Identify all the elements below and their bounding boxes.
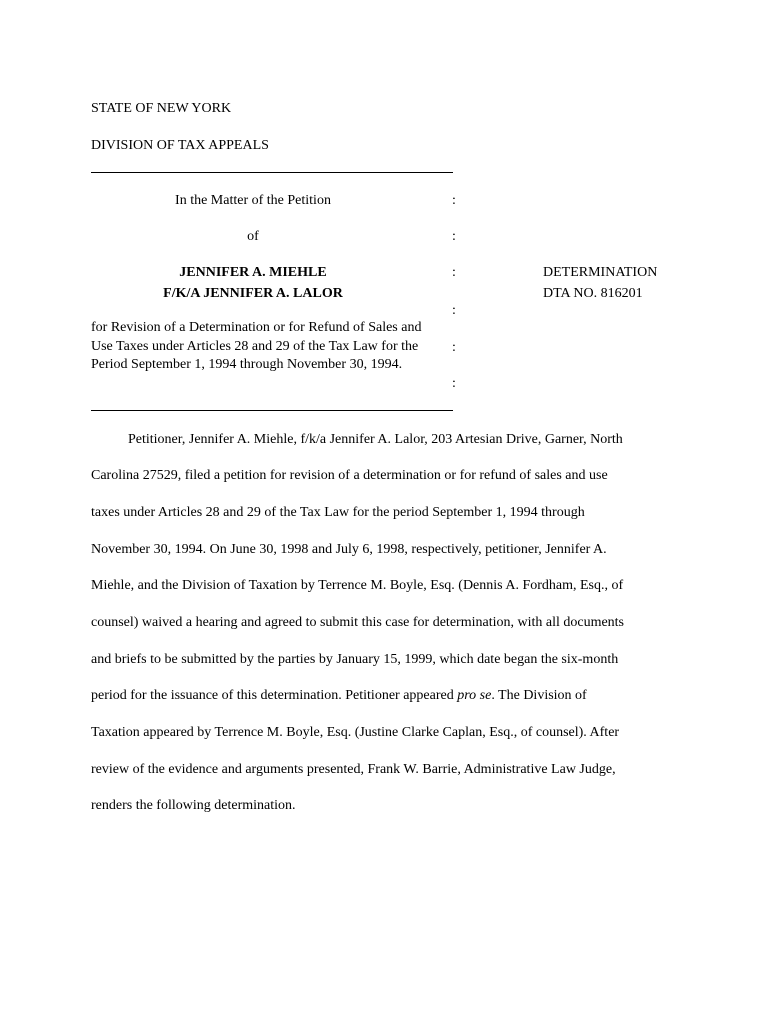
body-line: Petitioner, Jennifer A. Miehle, f/k/a Jennifer A. Lalor, 203 Artesian Drive, Garner, North (128, 432, 623, 447)
body-line: renders the following determination. (91, 798, 296, 813)
caption-colon: : (452, 303, 456, 318)
pro-se-italic: pro se (457, 688, 492, 703)
caption-of: of (247, 229, 259, 244)
body-line: review of the evidence and arguments presented, Frank W. Barrie, Administrative Law Judge, (91, 762, 616, 777)
caption-colon: : (452, 229, 456, 244)
state-heading: STATE OF NEW YORK (91, 101, 232, 116)
caption-colon: : (452, 193, 456, 208)
caption-matter: In the Matter of the Petition (175, 193, 331, 208)
petitioner-name: JENNIFER A. MIEHLE (179, 265, 327, 280)
body-line: counsel) waived a hearing and agreed to submit this case for determination, with all documents (91, 615, 625, 630)
caption-subject: for Revision of a Determination or for Refund of Sales and Use Taxes under Articles 28 and 29 of the Tax Law for the Period September 1, 1994 through November 30, 1994. (91, 320, 422, 372)
body-line: and briefs to be submitted by the parties by January 15, 1999, which date began the six-month (91, 652, 619, 667)
division-heading: DIVISION OF TAX APPEALS (91, 138, 269, 153)
caption-colon: : (452, 340, 456, 355)
body-text: period for the issuance of this determination. Petitioner appeared (91, 688, 458, 703)
dta-number: DTA NO. 816201 (543, 286, 643, 301)
petitioner-aka: F/K/A JENNIFER A. LALOR (163, 286, 343, 301)
caption-colon: : (452, 376, 456, 391)
determination-title: DETERMINATION (543, 265, 658, 280)
body-line: taxes under Articles 28 and 29 of the Tax Law for the period September 1, 1994 through (91, 505, 585, 520)
body-line: November 30, 1994. On June 30, 1998 and July 6, 1998, respectively, petitioner, Jennifer A. (91, 542, 607, 557)
caption-top-rule (91, 172, 453, 173)
body-text: . The Division of (491, 688, 587, 703)
body-line: Taxation appeared by Terrence M. Boyle, Esq. (Justine Clarke Caplan, Esq., of counsel). After (91, 725, 620, 740)
body-line: Carolina 27529, filed a petition for revision of a determination or for refund of sales and use (91, 468, 608, 483)
caption-bottom-rule (91, 410, 453, 411)
body-line: Miehle, and the Division of Taxation by Terrence M. Boyle, Esq. (Dennis A. Fordham, Esq., of (91, 578, 624, 593)
body-line (91, 687, 671, 704)
caption-colon: : (452, 265, 456, 280)
